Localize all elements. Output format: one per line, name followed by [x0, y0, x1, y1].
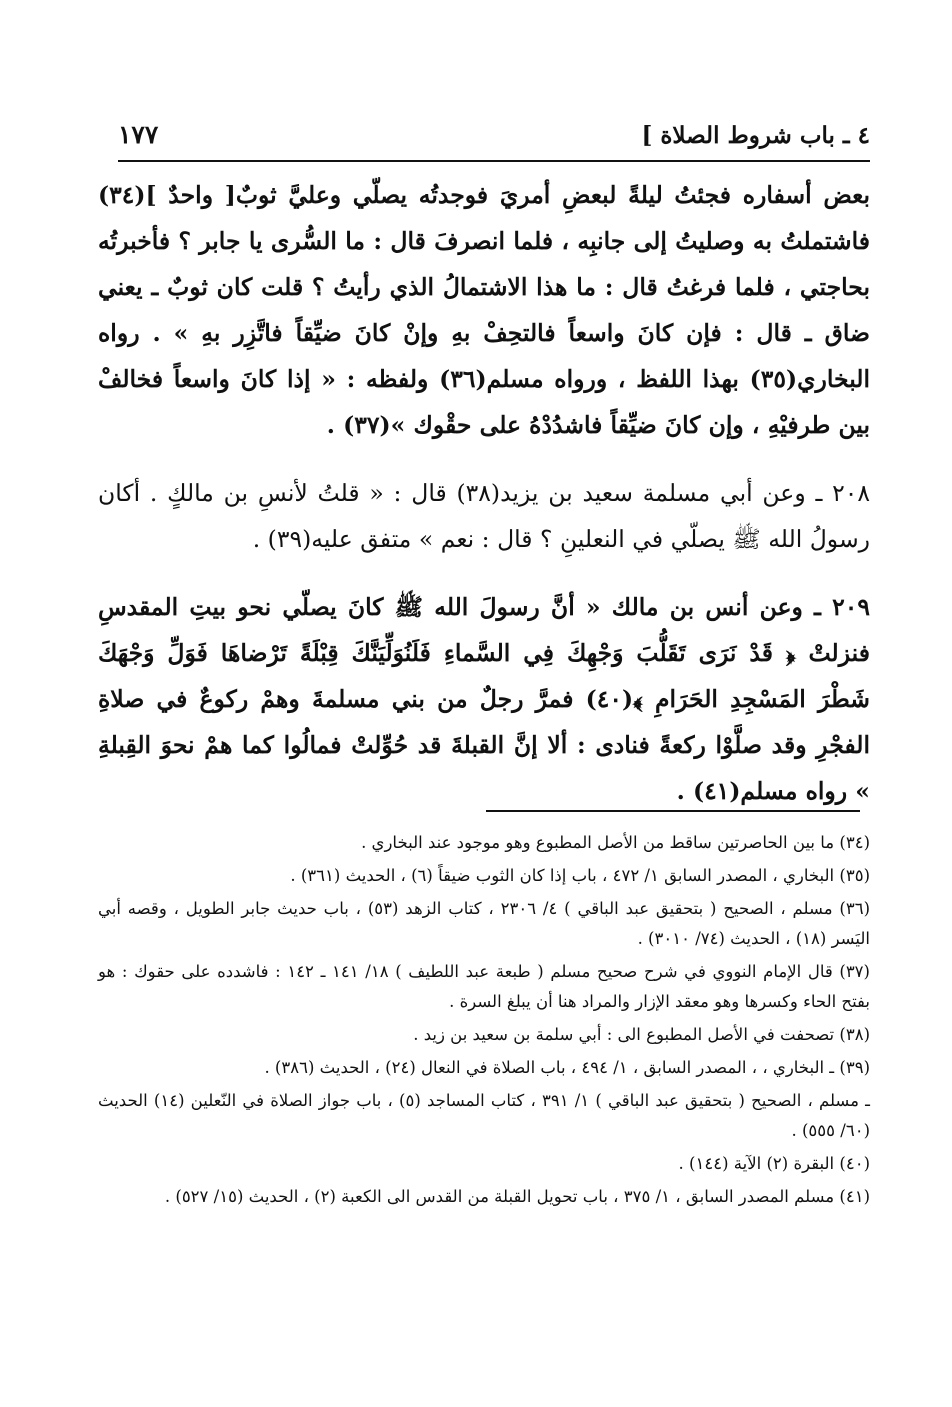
footnote-37: (٣٧) قال الإمام النووي في شرح صحيح مسلم ( طبعة عبد اللطيف ) ١٨/ ١٤١ ـ ١٤٢ : فاشدده على حقوك : هو بفتح الحاء وكسرها وهو معقد الإزار والمراد هنا أن يبلغ السرة . [98, 962, 870, 1011]
paragraph-hadith-207-continuation: بعض أسفاره فجئتُ ليلةً لبعضِ أمريَ فوجدتُه يصلّي وعليَّ ثوبٌ[ واحدٌ ](٣٤) فاشتملتُ به وصليتُ إلى جانبِه ، فلما انصرفَ قال : ما السُّرى يا جابر ؟ فأخبرتُه بحاجتي ، فلما فرغتُ قال : ما هذا الاشتمالُ الذي رأيتُ ؟ قلت كان ثوبٌ ـ يعني ضاق ـ قال : فإن كانَ واسعاً فالتحِفْ بهِ وإنْ كانَ ضيِّقاً فاتَّزِر بهِ » . رواه البخاري(٣٥) بهذا اللفظ ، ورواه مسلم(٣٦) ولفظه : « إذا كانَ واسعاً فخالفْ بين طرفيْهِ ، وإن كانَ ضيِّقاً فاشدُدْهُ على حقْوك »(٣٧) . [98, 181, 870, 439]
footnote-38: (٣٨) تصحفت في الأصل المطبوع الى : أبي سلمة بن سعيد بن زيد . [413, 1025, 870, 1044]
running-title: ٤ ـ باب شروط الصلاة ] [641, 122, 870, 149]
footnote-39-muslim: ـ مسلم ، الصحيح ( بتحقيق عبد الباقي ) ١/ ٣٩١ ، كتاب المساجد (٥) ، باب جواز الصلاة في النّعلين (١٤) الحديث (٦٠/ ٥٥٥) . [98, 1091, 870, 1140]
footnote-40: (٤٠) البقرة (٢) الآية (١٤٤) . [678, 1154, 870, 1173]
page-header [118, 118, 870, 158]
footnote-39-bukhari: (٣٩) ـ البخاري ، ، المصدر السابق ، ١/ ٤٩٤ ، باب الصلاة في النعال (٢٤) ، الحديث (٣٨٦) . [264, 1058, 870, 1077]
page-number: ١٧٧ [118, 120, 159, 149]
footnote-36: (٣٦) مسلم ، الصحيح ( بتحقيق عبد الباقي ) ٤/ ٢٣٠٦ ، كتاب الزهد (٥٣) ، باب حديث جابر الطويل ، وقصه أبي اليَسر (١٨) ، الحديث (٧٤/ ٣٠١٠) . [98, 899, 870, 948]
paragraph-hadith-209: ٢٠٩ ـ وعن أنس بن مالك « أنَّ رسولَ الله ﷺ كانَ يصلّي نحو بيتِ المقدسِ فنزلتْ ﴿ قَدْ نَرَى تَقَلُّبَ وَجْهِكَ فِي السَّماءِ فَلَنُوَلِّيَنَّكَ قِبْلَةً تَرْضاهَا فَوَلِّ وَجْهَكَ شَطْرَ المَسْجِدِ الحَرَامِ ﴾(٤٠) فمرَّ رجلٌ من بني مسلمةَ وهمْ ركوعٌ في صلاةِ الفجْرِ وقد صلَّوْا ركعةً فنادى : ألا إنَّ القبلةَ قد حُوِّلتْ فمالُوا كما همْ نحوَ القِبلةِ » رواه مسلم(٤١) . [98, 593, 870, 805]
footnote-35: (٣٥) البخاري ، المصدر السابق ١/ ٤٧٢ ، باب إذا كان الثوب ضيقاً (٦) ، الحديث (٣٦١) . [290, 866, 870, 885]
footnote-41: (٤١) مسلم المصدر السابق ، ١/ ٣٧٥ ، باب تحويل القبلة من القدس الى الكعبة (٢) ، الحديث (١٥/ ٥٢٧) . [164, 1187, 870, 1206]
paragraph-hadith-208: ٢٠٨ ـ وعن أبي مسلمة سعيد بن يزيد(٣٨) قال : « قلتُ لأنسِ بن مالكٍ . أكان رسولُ الله ﷺ يصلّي في النعلينِ ؟ قال : نعم » متفق عليه(٣٩) . [98, 479, 870, 553]
footnote-separator [486, 810, 860, 812]
main-text [98, 172, 870, 814]
footnotes [98, 828, 870, 1215]
header-rule [118, 160, 870, 162]
footnote-34: (٣٤) ما بين الحاصرتين ساقط من الأصل المطبوع وهو موجود عند البخاري . [361, 833, 870, 852]
